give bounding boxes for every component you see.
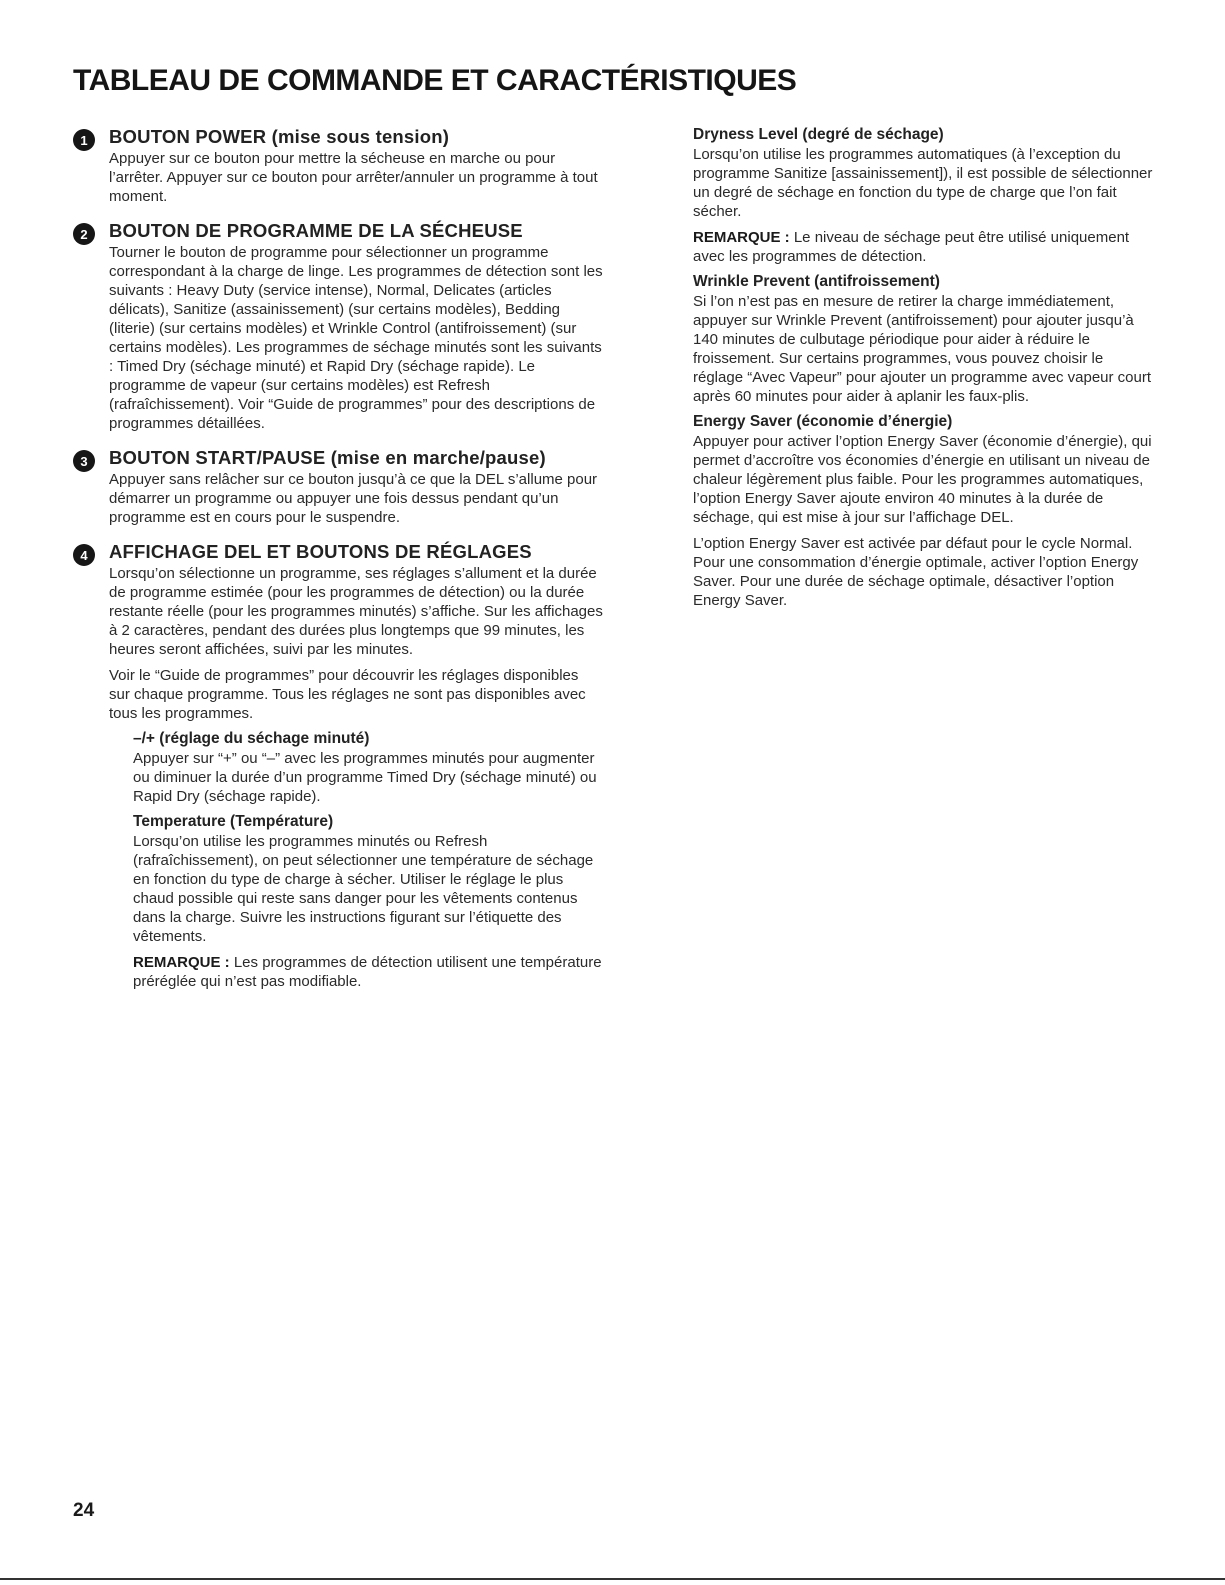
- item-wrinkle-prevent: [693, 273, 1153, 406]
- item-heading: Energy Saver (économie d’énergie): [693, 413, 953, 430]
- subsection-heading: Temperature (Température): [133, 813, 334, 830]
- subsection-heading: –/+ (réglage du séchage minuté): [133, 730, 370, 747]
- section-heading: AFFICHAGE DEL ET BOUTONS DE RÉGLAGES: [109, 541, 532, 562]
- item-heading: Wrinkle Prevent (antifroissement): [693, 273, 940, 290]
- number-badge: 1: [73, 129, 95, 151]
- page-number: 24: [73, 1500, 95, 1521]
- section-power-button: [73, 126, 603, 206]
- section-paragraph: Lorsqu’on sélectionne un programme, ses réglages s’allument et la durée de programme estimée (pour les programmes de détection) ou la durée restante réelle (pour les programmes minutés) s’affiche. Sur les affichages à 2 caractères, pendant des durées plus longtemps que 99 minutes, les heures seront affichées, suivi par les minutes.: [109, 565, 603, 658]
- section-paragraph: Appuyer sans relâcher sur ce bouton jusqu’à ce que la DEL s’allume pour démarrer un programme ou appuyer une fois dessus pendant qu’un programme est en cours pour le suspendre.: [109, 471, 598, 526]
- subsection-text: Appuyer sur “+” ou “–” avec les programmes minutés pour augmenter ou diminuer la durée d’un programme Timed Dry (séchage minuté) ou Rapid Dry (séchage rapide).: [133, 750, 597, 805]
- section-cycle-knob: [73, 220, 603, 433]
- note-text: Les programmes de détection utilisent une température préréglée qui n’est pas modifiable.: [133, 954, 602, 990]
- section-heading: BOUTON DE PROGRAMME DE LA SÉCHEUSE: [109, 220, 523, 241]
- section-heading: BOUTON START/PAUSE (mise en marche/pause): [109, 447, 546, 468]
- subsection-timed-dry: [109, 730, 603, 806]
- number-badge: 2: [73, 223, 95, 245]
- item-dryness-level: [693, 126, 1153, 266]
- section-paragraph: Tourner le bouton de programme pour sélectionner un programme correspondant à la charge de linge. Les programmes de détection sont les suivants : Heavy Duty (service intense), Normal, Delicates (articles délicats), Sanitize (assainissement) (sur certains modèles), Bedding (literie) (sur certains modèles) et Wrinkle Control (antifroissement) (sur certains modèles). Les programmes de séchage minutés sont les suivants : Timed Dry (séchage minuté) et Rapid Dry (séchage rapide). Le programme de vapeur (sur certains modèles) est Refresh (rafraîchissement). Voir “Guide de programmes” pour des descriptions de programmes détaillées.: [109, 244, 603, 432]
- item-text: Si l’on n’est pas en mesure de retirer la charge immédiatement, appuyer sur Wrinkle Prevent (antifroissement) pour ajouter jusqu’à 140 minutes de culbutage périodique pour aider à réduire le froissement. Sur certains programmes, vous pouvez choisir le réglage “Avec Vapeur” pour ajouter un programme avec vapeur court après 60 minutes pour aider à aplanir les faux-plis.: [693, 293, 1152, 405]
- subsection-text: Lorsqu’on utilise les programmes minutés ou Refresh (rafraîchissement), on peut sélectionner une température de séchage en fonction du type de charge à sécher. Utiliser le réglage le plus chaud possible qui reste sans danger pour les vêtements contenus dans la charge. Suivre les instructions figurant sur l’étiquette des vêtements.: [133, 833, 594, 945]
- section-paragraph: Appuyer sur ce bouton pour mettre la sécheuse en marche ou pour l’arrêter. Appuyer sur ce bouton pour arrêter/annuler un programme à tout moment.: [109, 150, 598, 205]
- right-column: [693, 126, 1153, 617]
- item-text: Appuyer pour activer l’option Energy Saver (économie d’énergie), qui permet d’accroître vos économies d’énergie en utilisant un niveau de chaleur légèrement plus faible. Pour les programmes automatiques, l’option Energy Saver ajoute environ 40 minutes à la durée de séchage, qui est mise à jour sur l’affichage DEL.: [693, 433, 1152, 526]
- left-column: [73, 126, 603, 1005]
- note-paragraph: [693, 228, 1153, 266]
- note-paragraph: [133, 953, 603, 991]
- page-title: TABLEAU DE COMMANDE ET CARACTÉRISTIQUES: [73, 64, 797, 97]
- number-badge: 4: [73, 544, 95, 566]
- section-paragraph: Voir le “Guide de programmes” pour découvrir les réglages disponibles sur chaque programme. Tous les réglages ne sont pas disponibles avec tous les programmes.: [109, 667, 586, 722]
- bottom-divider: [0, 1578, 1225, 1580]
- item-text: L’option Energy Saver est activée par défaut pour le cycle Normal. Pour une consommation d’énergie optimale, activer l’option Energy Saver. Pour une durée de séchage optimale, désactiver l’option Energy Saver.: [693, 535, 1139, 609]
- number-badge: 3: [73, 450, 95, 472]
- note-label: REMARQUE :: [133, 954, 230, 971]
- section-start-pause: [73, 447, 603, 527]
- note-text: Le niveau de séchage peut être utilisé uniquement avec les programmes de détection.: [693, 229, 1130, 265]
- section-heading: BOUTON POWER (mise sous tension): [109, 126, 450, 147]
- subsection-temperature: [109, 813, 603, 991]
- section-led-display: [73, 541, 603, 991]
- item-energy-saver: [693, 413, 1153, 610]
- item-heading: Dryness Level (degré de séchage): [693, 126, 944, 143]
- item-text: Lorsqu’on utilise les programmes automatiques (à l’exception du programme Sanitize [assainissement]), il est possible de sélectionner un degré de séchage en fonction du type de charge que l’on fait sécher.: [693, 146, 1153, 220]
- note-label: REMARQUE :: [693, 229, 790, 246]
